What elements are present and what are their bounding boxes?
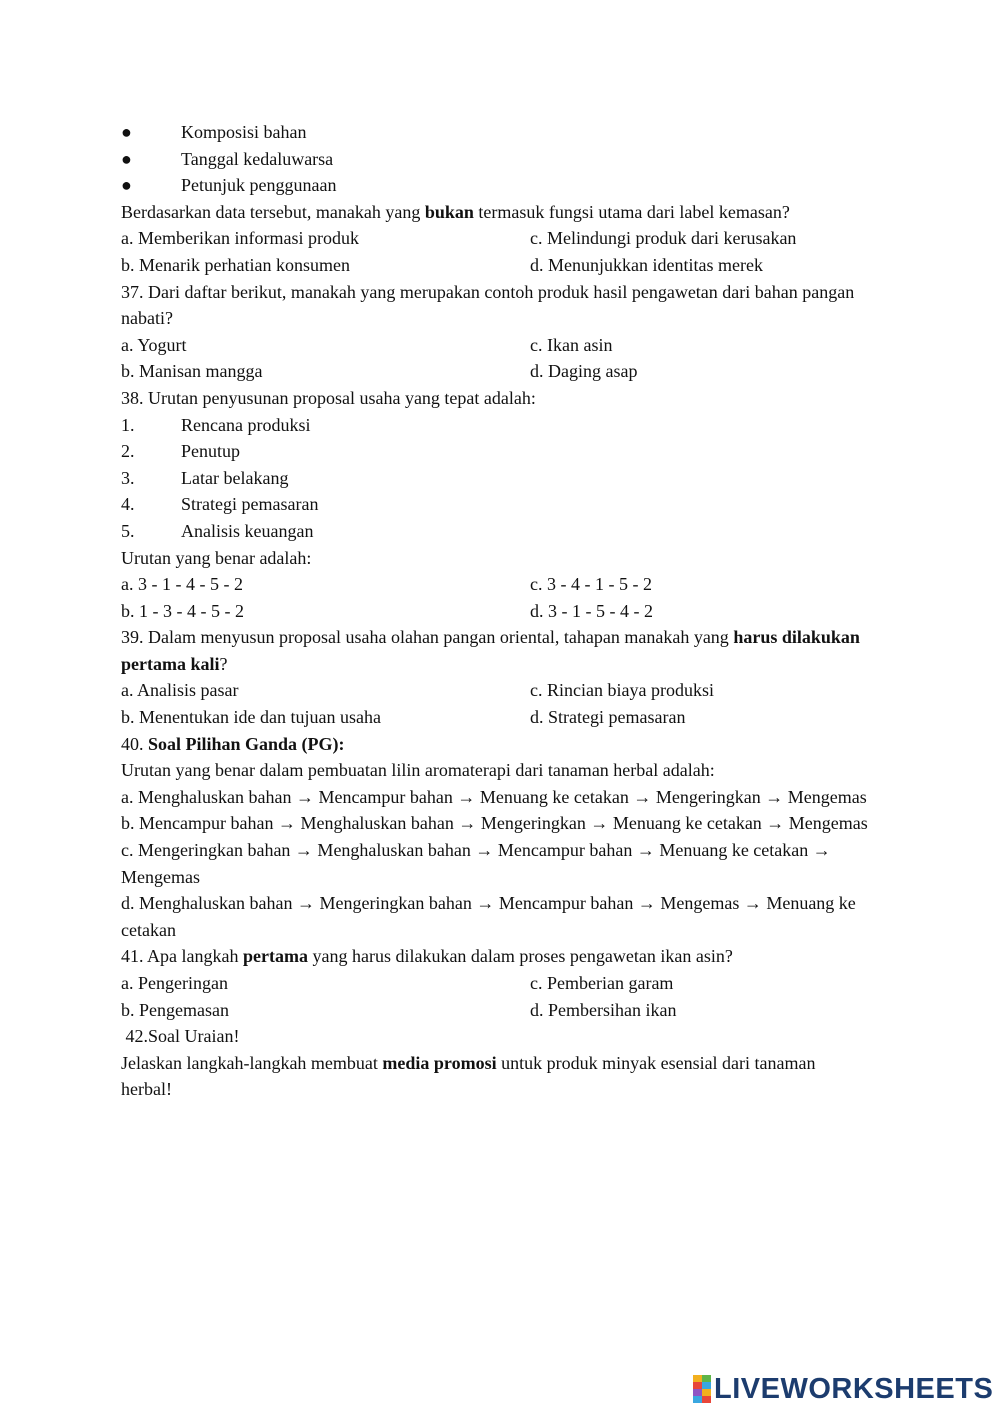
- option-c: c. Rincian biaya produksi: [530, 680, 714, 701]
- option-d: d. Menunjukkan identitas merek: [530, 254, 763, 275]
- bullet-label: Komposisi bahan: [181, 122, 307, 142]
- bullet-label: Tanggal kedaluwarsa: [181, 148, 334, 169]
- question-39-options-row: [121, 677, 901, 704]
- question-41-options-row: [121, 970, 901, 997]
- item-label: Rencana produksi: [181, 414, 311, 435]
- numbered-item: [121, 465, 901, 492]
- logo-text: LIVEWORKSHEETS: [714, 1372, 994, 1405]
- bullet-item: [121, 172, 901, 199]
- question-40-heading: 40. Soal Pilihan Ganda (PG):: [121, 733, 345, 754]
- option-c: c. Melindungi produk dari kerusakan: [530, 228, 797, 249]
- bullet-item: [121, 119, 901, 146]
- question-39-options-row: [121, 704, 901, 731]
- option-b: b. 1 - 3 - 4 - 5 - 2: [121, 600, 244, 621]
- item-number: 1.: [121, 414, 135, 435]
- logo-grid-icon: [693, 1375, 711, 1403]
- question-36-options-row: [121, 225, 901, 252]
- numbered-item: [121, 438, 901, 465]
- option-d: d. Pembersihan ikan: [530, 999, 677, 1020]
- option-d: d. Strategi pemasaran: [530, 707, 686, 728]
- item-label: Strategi pemasaran: [181, 494, 319, 515]
- worksheet-page: [121, 119, 901, 1103]
- option-a: a. Menghaluskan bahan → Mencampur bahan → Menuang ke cetakan → Mengeringkan → Mengemas: [121, 786, 867, 807]
- option-c: c. 3 - 4 - 1 - 5 - 2: [530, 574, 652, 595]
- bullet-dot: ●: [121, 148, 132, 169]
- option-d: d. Menghaluskan bahan → Mengeringkan bahan → Mencampur bahan → Mengemas → Menuang ke cetakan: [121, 893, 856, 940]
- option-b: b. Menarik perhatian konsumen: [121, 254, 350, 275]
- question-39-text: 39. Dalam menyusun proposal usaha olahan pangan oriental, tahapan manakah yang harus dilakukan pertama kali?: [121, 627, 860, 674]
- question-42-text: Jelaskan langkah-langkah membuat media promosi untuk produk minyak esensial dari tanaman herbal!: [121, 1052, 816, 1100]
- option-b: b. Mencampur bahan → Menghaluskan bahan → Mengeringkan → Menuang ke cetakan → Mengemas: [121, 813, 868, 834]
- question-36-options-row: [121, 252, 901, 279]
- item-label: Penutup: [181, 441, 241, 462]
- option-a: a. Memberikan informasi produk: [121, 228, 359, 249]
- bullet-dot: ●: [121, 122, 132, 142]
- question-36-text: Berdasarkan data tersebut, manakah yang bukan termasuk fungsi utama dari label kemasan?: [121, 201, 790, 222]
- question-37-options-row: [121, 358, 901, 385]
- option-b: b. Menentukan ide dan tujuan usaha: [121, 707, 381, 728]
- item-number: 4.: [121, 494, 135, 515]
- question-41-options-row: [121, 997, 901, 1024]
- question-38-text: 38. Urutan penyusunan proposal usaha yang tepat adalah:: [121, 387, 536, 408]
- item-label: Analisis keuangan: [181, 520, 314, 541]
- option-b: b. Pengemasan: [121, 999, 229, 1020]
- option-b: b. Manisan mangga: [121, 361, 263, 382]
- question-40-text: Urutan yang benar dalam pembuatan lilin aromaterapi dari tanaman herbal adalah:: [121, 760, 715, 781]
- option-a: a. Yogurt: [121, 334, 187, 355]
- item-number: 5.: [121, 520, 135, 541]
- question-38-prompt: Urutan yang benar adalah:: [121, 547, 312, 568]
- question-38-options-row: [121, 598, 901, 625]
- item-number: 2.: [121, 441, 135, 462]
- option-a: a. Analisis pasar: [121, 680, 239, 701]
- numbered-item: [121, 491, 901, 518]
- option-d: d. 3 - 1 - 5 - 4 - 2: [530, 600, 653, 621]
- bullet-dot: ●: [121, 175, 132, 196]
- question-42-heading: 42.Soal Uraian!: [121, 1026, 240, 1047]
- option-c: c. Pemberian garam: [530, 973, 674, 993]
- item-label: Latar belakang: [181, 467, 289, 488]
- option-d: d. Daging asap: [530, 361, 638, 382]
- option-a: a. Pengeringan: [121, 973, 228, 993]
- liveworksheets-logo: [693, 1372, 993, 1406]
- question-37-text: 37. Dari daftar berikut, manakah yang merupakan contoh produk hasil pengawetan dari bahan pangan nabati?: [121, 281, 855, 329]
- numbered-item: [121, 412, 901, 439]
- question-37-options-row: [121, 332, 901, 359]
- question-38-options-row: [121, 571, 901, 598]
- bullet-item: [121, 146, 901, 173]
- option-c: c. Mengeringkan bahan → Menghaluskan bahan → Mencampur bahan → Menuang ke cetakan → Mengemas: [121, 840, 831, 887]
- question-41-text: 41. Apa langkah pertama yang harus dilakukan dalam proses pengawetan ikan asin?: [121, 946, 733, 967]
- item-number: 3.: [121, 467, 135, 488]
- bullet-label: Petunjuk penggunaan: [181, 175, 337, 196]
- option-a: a. 3 - 1 - 4 - 5 - 2: [121, 574, 243, 595]
- numbered-item: [121, 518, 901, 545]
- option-c: c. Ikan asin: [530, 334, 613, 355]
